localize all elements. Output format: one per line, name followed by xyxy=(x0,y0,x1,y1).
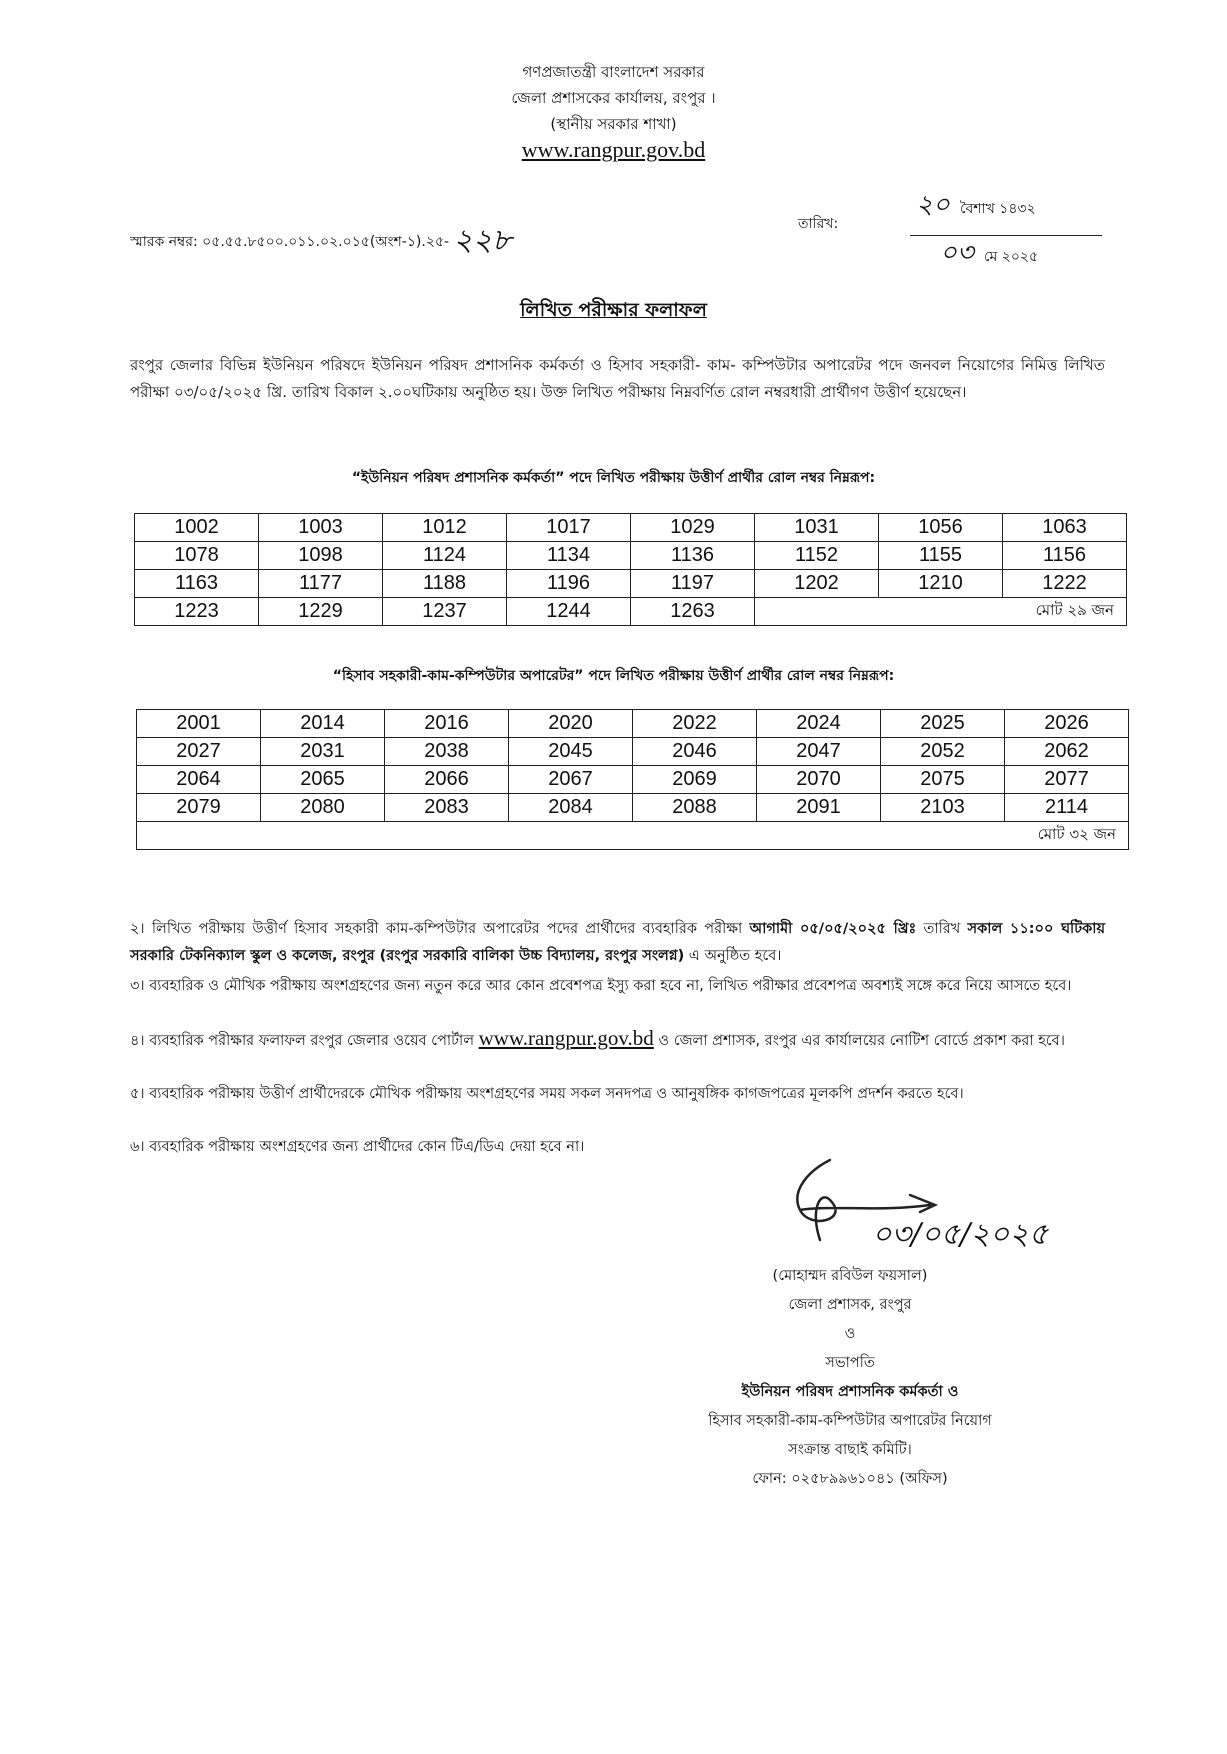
roll-cell: 1196 xyxy=(507,570,631,598)
roll-cell: 2038 xyxy=(385,738,509,766)
section2-roll-table xyxy=(136,709,1129,850)
roll-cell: 2083 xyxy=(385,794,509,822)
roll-cell: 1098 xyxy=(259,542,383,570)
roll-cell: 1263 xyxy=(631,598,755,626)
roll-cell: 2022 xyxy=(633,710,757,738)
roll-cell: 2045 xyxy=(509,738,633,766)
section2-heading: “হিসাব সহকারী-কাম-কম্পিউটার অপারেটর” পদে লিখিত পরীক্ষায় উত্তীর্ণ প্রার্থীর রোল নম্বর নিম্নরূপ: xyxy=(332,668,895,684)
office-name: জেলা প্রশাসকের কার্যালয়, রংপুর । xyxy=(511,89,716,107)
roll-cell: 2066 xyxy=(385,766,509,794)
roll-cell: 2031 xyxy=(261,738,385,766)
roll-cell: 2026 xyxy=(1005,710,1129,738)
roll-cell: 2077 xyxy=(1005,766,1129,794)
roll-cell: 2080 xyxy=(261,794,385,822)
note-3: ৩। ব্যবহারিক ও মৌখিক পরীক্ষায় অংশগ্রহণের জন্য নতুন করে আর কোন প্রবেশপত্র ইস্যু করা হবে না, লিখিত পরীক্ষার প্রবেশপত্র অবশ্যই সঙ্গে করে নিয়ে আসতে হবে। xyxy=(130,978,1072,994)
bangla-month-year: বৈশাখ ১৪৩২ xyxy=(959,201,1036,217)
english-day: ০৩ xyxy=(940,238,974,268)
roll-cell: 2070 xyxy=(757,766,881,794)
roll-cell: 2084 xyxy=(509,794,633,822)
note-4-text-b: ও জেলা প্রশাসক, রংপুর এর কার্যালয়ের নোটিশ বোর্ডে প্রকাশ করা হবে। xyxy=(653,1033,1065,1049)
roll-cell: 1229 xyxy=(259,598,383,626)
section1-total: মোট ২৯ জন xyxy=(755,598,1127,626)
note-2-text-c: তারিখ xyxy=(916,921,968,937)
document-title: লিখিত পরীক্ষার ফলাফল xyxy=(520,299,707,321)
committee-line-1: ইউনিয়ন পরিষদ প্রশাসনিক কর্মকর্তা ও xyxy=(741,1384,959,1400)
note-2-exam-date: আগামী ০৫/০৫/২০২৫ খ্রিঃ xyxy=(749,921,917,937)
roll-cell: 2065 xyxy=(261,766,385,794)
table-row xyxy=(137,738,1129,766)
date-label: তারিখ: xyxy=(798,216,839,232)
roll-cell: 1029 xyxy=(631,514,755,542)
roll-cell: 1163 xyxy=(135,570,259,598)
bangla-day: ২০ xyxy=(916,190,950,220)
roll-cell: 1012 xyxy=(383,514,507,542)
roll-cell: 1003 xyxy=(259,514,383,542)
table-row xyxy=(137,766,1129,794)
note-6: ৬। ব্যবহারিক পরীক্ষায় অংশগ্রহণের জন্য প্রার্থীদের কোন টিএ/ডিএ দেয়া হবে না। xyxy=(130,1139,585,1155)
roll-cell: 2075 xyxy=(881,766,1005,794)
note-4 xyxy=(130,1025,1105,1055)
memo-handwritten-number: ২২৮ xyxy=(453,223,512,258)
roll-cell: 2103 xyxy=(881,794,1005,822)
roll-cell: 1063 xyxy=(1003,514,1127,542)
roll-cell: 1031 xyxy=(755,514,879,542)
roll-cell: 2001 xyxy=(137,710,261,738)
roll-cell: 1017 xyxy=(507,514,631,542)
table-row xyxy=(137,794,1129,822)
roll-cell: 2114 xyxy=(1005,794,1129,822)
roll-cell: 2062 xyxy=(1005,738,1129,766)
roll-cell: 1134 xyxy=(507,542,631,570)
table-row xyxy=(135,570,1127,598)
roll-cell: 1188 xyxy=(383,570,507,598)
section1-heading: “ইউনিয়ন পরিষদ প্রশাসনিক কর্মকর্তা” পদে লিখিত পরীক্ষায় উত্তীর্ণ প্রার্থীর রোল নম্বর নিম্নরূপ: xyxy=(351,470,876,486)
table-row xyxy=(135,542,1127,570)
roll-cell: 2024 xyxy=(757,710,881,738)
office-phone: ফোন: ০২৫৮৯৯৬১০৪১ (অফিস) xyxy=(752,1471,948,1487)
note-2 xyxy=(130,916,1105,970)
govt-name: গণপ্রজাতন্ত্রী বাংলাদেশ সরকার xyxy=(522,63,705,81)
roll-cell: 1156 xyxy=(1003,542,1127,570)
roll-cell: 2020 xyxy=(509,710,633,738)
note-5: ৫। ব্যবহারিক পরীক্ষায় উত্তীর্ণ প্রার্থীদেরকে মৌখিক পরীক্ষায় অংশগ্রহণের সময় সকল সনদপত্র ও আনুষঙ্গিক কাগজপত্রের মূলকপি প্রদর্শন করতে হবে। xyxy=(130,1086,964,1102)
roll-cell: 1237 xyxy=(383,598,507,626)
section2-total: মোট ৩২ জন xyxy=(137,822,1129,850)
signer-and: ও xyxy=(844,1326,856,1342)
note-2-venue: সকাল ১১:০০ ঘটিকায় সরকারি টেকনিক্যাল স্কুল ও কলেজ, রংপুর (রংপুর সরকারি বালিকা উচ্চ বিদ্যালয়, রংপুর সংলগ্ন) xyxy=(130,921,1105,964)
section1-roll-table xyxy=(134,513,1127,626)
roll-cell: 1222 xyxy=(1003,570,1127,598)
roll-cell: 1078 xyxy=(135,542,259,570)
intro-paragraph: রংপুর জেলার বিভিন্ন ইউনিয়ন পরিষদে ইউনিয়ন পরিষদ প্রশাসনিক কর্মকর্তা ও হিসাব সহকারী- কাম- কম্পিউটার অপারেটর পদে জনবল নিয়োগের নিমিত্ত লিখিত পরীক্ষা ০৩/০৫/২০২৫ খ্রি. তারিখ বিকাল ২.০০ঘটিকায় অনুষ্ঠিত হয়। উক্ত লিখিত পরীক্ষায় নিম্নবর্ণিত রোল নম্বরধারী প্রার্থীগণ উত্তীর্ণ হয়েছেন। xyxy=(130,356,1105,401)
roll-cell: 1177 xyxy=(259,570,383,598)
memo-label: স্মারক নম্বর: ০৫.৫৫.৮৫০০.০১১.০২.০১৫(অংশ-১).২৫- xyxy=(130,234,450,250)
roll-cell: 2069 xyxy=(633,766,757,794)
note-2-text-a: ২। লিখিত পরীক্ষায় উত্তীর্ণ হিসাব সহকারী কাম-কম্পিউটার অপারেটর পদের প্রার্থীদের ব্যবহারিক পরীক্ষা xyxy=(130,921,750,937)
branch-name: (স্থানীয় সরকার শাখা) xyxy=(550,115,677,133)
roll-cell: 1002 xyxy=(135,514,259,542)
roll-cell: 2064 xyxy=(137,766,261,794)
roll-cell: 2067 xyxy=(509,766,633,794)
roll-cell: 1197 xyxy=(631,570,755,598)
roll-cell: 2091 xyxy=(757,794,881,822)
roll-cell: 2047 xyxy=(757,738,881,766)
roll-cell: 1056 xyxy=(879,514,1003,542)
roll-cell: 1210 xyxy=(879,570,1003,598)
table-row xyxy=(135,598,1127,626)
committee-line-3: সংক্রান্ত বাছাই কমিটি। xyxy=(788,1442,912,1458)
roll-cell: 2079 xyxy=(137,794,261,822)
roll-cell: 1155 xyxy=(879,542,1003,570)
committee-role: সভাপতি xyxy=(825,1355,875,1371)
roll-cell: 2016 xyxy=(385,710,509,738)
english-month-year: মে ২০২৫ xyxy=(983,249,1039,265)
memo-number xyxy=(130,212,512,263)
roll-cell: 2027 xyxy=(137,738,261,766)
roll-cell: 2088 xyxy=(633,794,757,822)
signer-name: (মোহাম্মদ রবিউল ফয়সাল) xyxy=(772,1268,928,1284)
roll-cell: 1223 xyxy=(135,598,259,626)
roll-cell: 1202 xyxy=(755,570,879,598)
note-4-website-link[interactable]: www.rangpur.gov.bd xyxy=(478,1026,654,1050)
signer-title: জেলা প্রশাসক, রংপুর xyxy=(788,1297,912,1313)
note-2-text-e: এ অনুষ্ঠিত হবে। xyxy=(684,948,782,964)
signature-date: ০৩/০৫/২০২৫ xyxy=(872,1217,1049,1252)
roll-cell: 1136 xyxy=(631,542,755,570)
date-block xyxy=(910,180,1102,268)
table-row xyxy=(137,710,1129,738)
roll-cell: 1124 xyxy=(383,542,507,570)
note-4-text-a: ৪। ব্যবহারিক পরীক্ষার ফলাফল রংপুর জেলার ওয়েব পোর্টাল xyxy=(130,1033,479,1049)
committee-line-2: হিসাব সহকারী-কাম-কম্পিউটার অপারেটর নিয়োগ xyxy=(708,1413,992,1429)
roll-cell: 2014 xyxy=(261,710,385,738)
roll-cell: 1152 xyxy=(755,542,879,570)
roll-cell: 2025 xyxy=(881,710,1005,738)
website-link[interactable]: www.rangpur.gov.bd xyxy=(521,137,706,162)
roll-cell: 2046 xyxy=(633,738,757,766)
table-row xyxy=(137,822,1129,850)
roll-cell: 2052 xyxy=(881,738,1005,766)
table-row xyxy=(135,514,1127,542)
roll-cell: 1244 xyxy=(507,598,631,626)
